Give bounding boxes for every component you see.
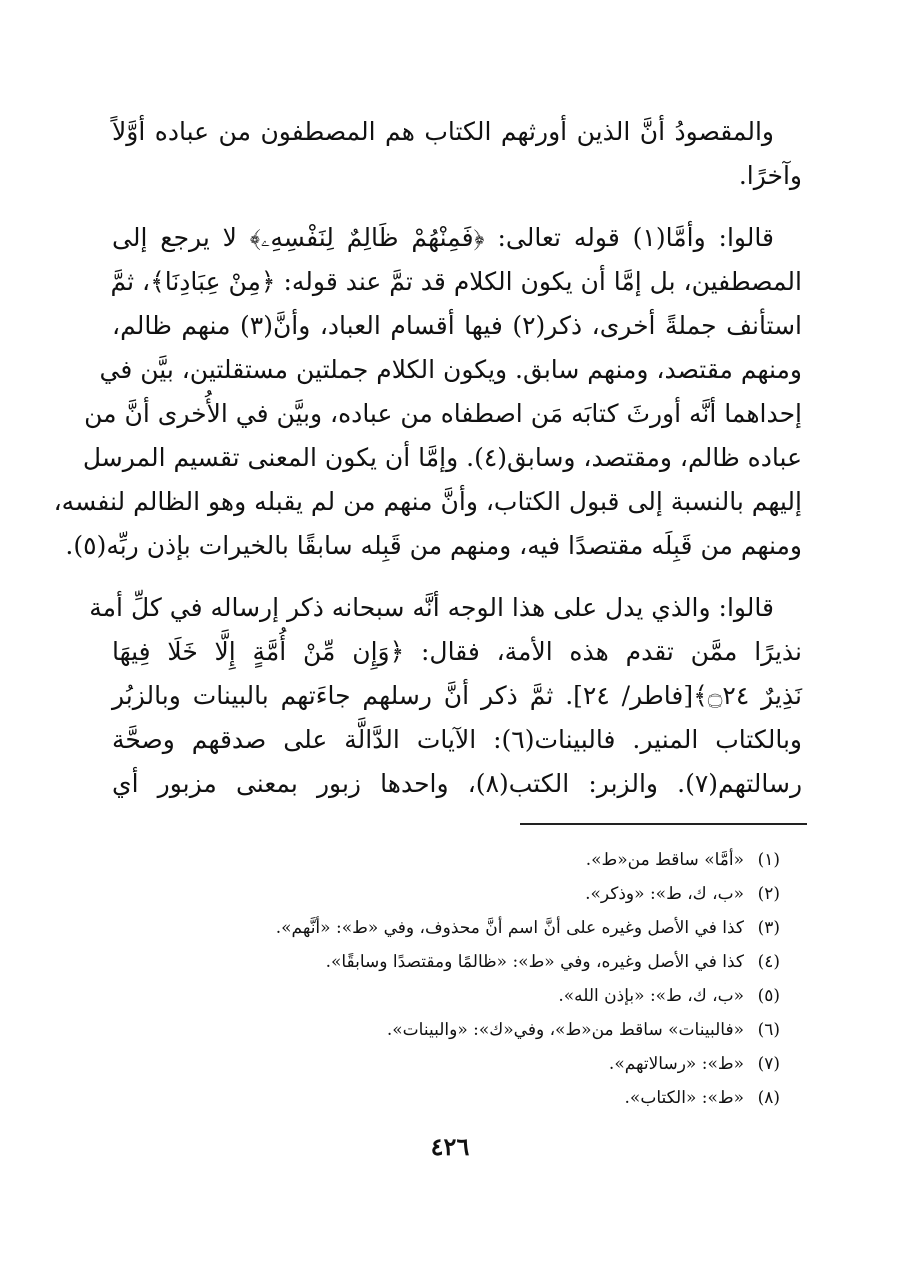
footnote-item bbox=[220, 979, 780, 1013]
paragraph-1 bbox=[112, 110, 802, 198]
text-line: عباده ظالم، ومقتصد، وسابق(٤). وإمَّا أن يكون المعنى تقسيم المرسل bbox=[82, 443, 802, 472]
footnote-text: «أمَّا» ساقط من«ط». bbox=[585, 850, 744, 870]
footnote-item bbox=[220, 877, 780, 911]
text-line: وبالكتاب المنير. فالبينات(٦): الآيات الدَّالَّة على صدقهم وصحَّة bbox=[112, 725, 802, 754]
text-line: المصطفين، بل إمَّا أن يكون الكلام قد تمَّ عند قوله: ﴿مِنْ عِبَادِنَا﴾، ثمَّ bbox=[110, 267, 802, 296]
footnote-item bbox=[220, 843, 780, 877]
text-line: قالوا: والذي يدل على هذا الوجه أنَّه سبحانه ذكر إرساله في كلِّ أمة bbox=[89, 593, 774, 622]
text-line: وآخرًا. bbox=[738, 161, 802, 190]
footnotes bbox=[220, 843, 780, 1115]
footnote-text: «ط»: «الكتاب». bbox=[624, 1088, 744, 1108]
footnote-item bbox=[220, 1013, 780, 1047]
footnote-text: كذا في الأصل وغيره على أنَّ اسم أنَّ محذوف، وفي «ط»: «أنَّهم». bbox=[275, 918, 744, 938]
footnote-text: كذا في الأصل وغيره، وفي «ط»: «ظالمًا ومقتصدًا وسابقًا». bbox=[325, 952, 744, 972]
footnote-number: (١) bbox=[757, 850, 780, 870]
footnote-number: (٧) bbox=[757, 1054, 780, 1074]
footnote-text: «فالبينات» ساقط من«ط»، وفي«ك»: «والبينات». bbox=[386, 1020, 744, 1040]
text-line: نذيرًا ممَّن تقدم هذه الأمة، فقال: ﴿وَإِن مِّنْ أُمَّةٍ إِلَّا خَلَا فِيهَا bbox=[112, 637, 802, 666]
text-line: إحداهما أنَّه أورثَ كتابَه مَن اصطفاه من عباده، وبيَّن في الأُخرى أنَّ من bbox=[84, 399, 802, 428]
footnote-item bbox=[220, 911, 780, 945]
footnote-number: (٨) bbox=[757, 1088, 780, 1108]
footnote-separator bbox=[520, 823, 807, 825]
main-text bbox=[53, 110, 803, 806]
text-line: نَذِيرٌ ۝٢٤﴾[فاطر/ ٢٤]. ثمَّ ذكر أنَّ رسلهم جاءَتهم بالبينات وبالزبُر bbox=[112, 681, 803, 710]
footnote-item bbox=[220, 1081, 780, 1115]
paragraph-3 bbox=[89, 586, 803, 806]
footnote-text: «ط»: «رسالاتهم». bbox=[608, 1054, 744, 1074]
text-line: قالوا: وأمَّا(١) قوله تعالى: ﴿فَمِنْهُمْ ظَالِمٌ لِنَفْسِهِۦ﴾ لا يرجع إلى bbox=[112, 223, 774, 252]
footnote-number: (٢) bbox=[757, 884, 780, 904]
text-line: رسالتهم(٧). والزبر: الكتب(٨)، واحدها زبور بمعنى مزبور أي bbox=[112, 769, 803, 798]
footnote-text: «ب، ك، ط»: «وذكر». bbox=[585, 884, 744, 904]
text-line: ومنهم مقتصد، ومنهم سابق. ويكون الكلام جملتين مستقلتين، بيَّن في bbox=[99, 355, 802, 384]
footnote-number: (٦) bbox=[757, 1020, 780, 1040]
footnote-number: (٥) bbox=[757, 986, 780, 1006]
text-line: استأنف جملةً أخرى، ذكر(٢) فيها أقسام العباد، وأنَّ(٣) منهم ظالم، bbox=[112, 311, 802, 340]
footnote-item bbox=[220, 1047, 780, 1081]
footnote-number: (٤) bbox=[757, 952, 780, 972]
text-line: والمقصودُ أنَّ الذين أورثهم الكتاب هم المصطفون من عباده أوَّلاً bbox=[112, 117, 774, 146]
footnote-item bbox=[220, 945, 780, 979]
footnote-text: «ب، ك، ط»: «بإذن الله». bbox=[558, 986, 744, 1006]
paragraph-2 bbox=[53, 216, 802, 568]
page-number: ٤٢٦ bbox=[430, 1132, 470, 1161]
text-line: إليهم بالنسبة إلى قبول الكتاب، وأنَّ منهم من لم يقبله وهو الظالم لنفسه، bbox=[53, 487, 802, 516]
footnote-number: (٣) bbox=[757, 918, 780, 938]
text-line: ومنهم من قَبِلَه مقتصدًا فيه، ومنهم من قَبِله سابقًا بالخيرات بإذن ربِّه(٥). bbox=[65, 531, 802, 560]
